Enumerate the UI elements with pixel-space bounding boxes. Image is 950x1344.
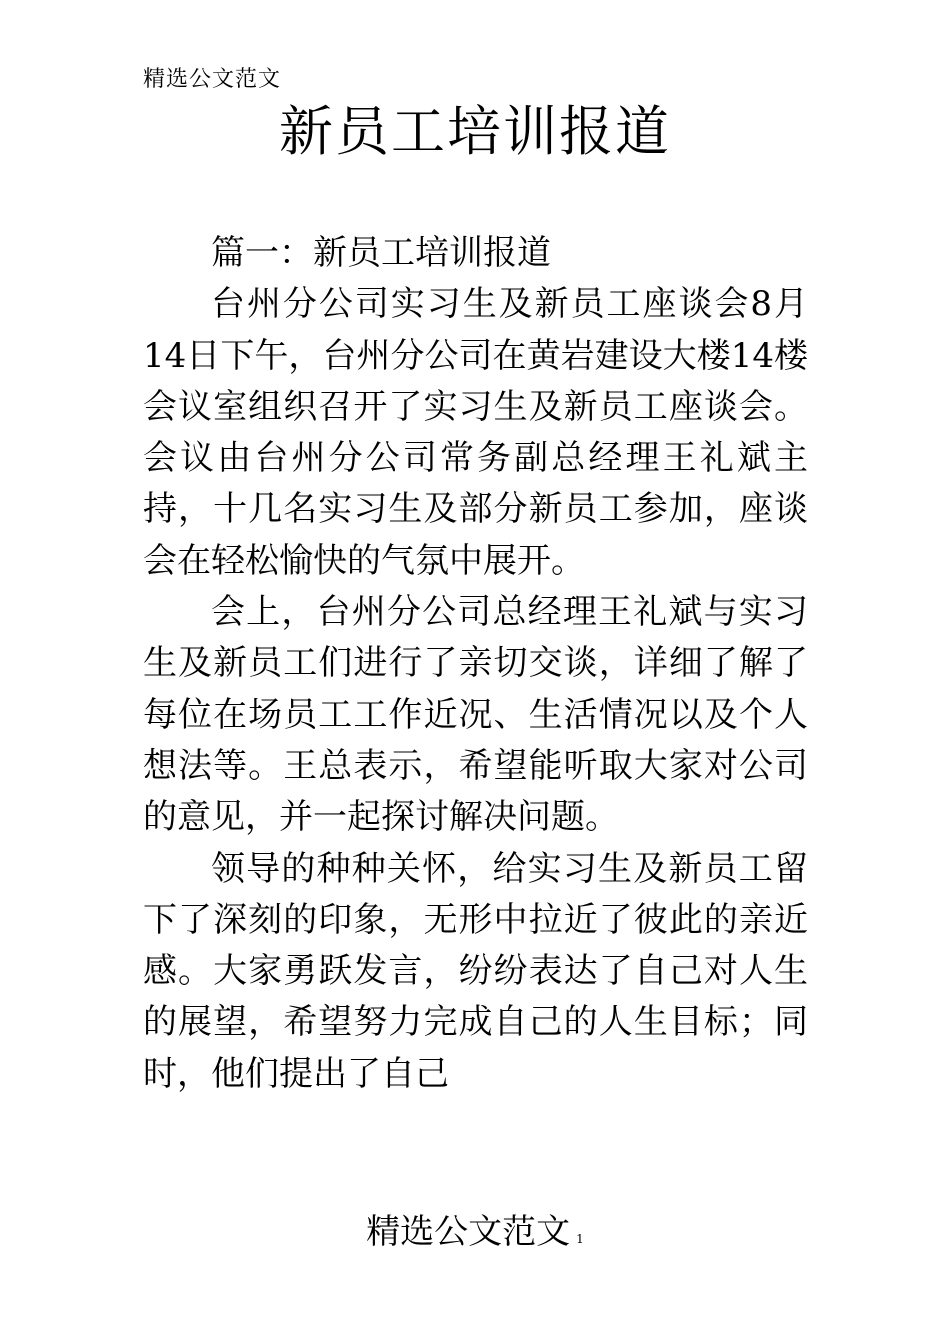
document-body	[143, 228, 808, 1100]
page-header: 精选公文范文	[143, 67, 282, 92]
body-paragraph: 领导的种种关怀，给实习生及新员工留下了深刻的印象，无形中拉近了彼此的亲近感。大家勇跃发言，纷纷表达了自己对人生的展望，希望努力完成自己的人生目标；同时，他们提出了自己	[143, 848, 808, 1094]
section-heading: 篇一：新员工培训报道	[211, 233, 551, 273]
page-number: 1	[576, 1232, 584, 1246]
page-footer	[0, 1210, 950, 1261]
body-paragraph: 会上，台州分公司总经理王礼斌与实习生及新员工们进行了亲切交谈，详细了解了每位在场员工工作近况、生活情况以及个人想法等。王总表示，希望能听取大家对公司的意见，并一起探讨解决问题。	[143, 592, 808, 838]
body-paragraph: 台州分公司实习生及新员工座谈会8月14日下午，台州分公司在黄岩建设大楼14楼会议室组织召开了实习生及新员工座谈会。会议由台州分公司常务副总经理王礼斌主持，十几名实习生及部分新员工参加，座谈会在轻松愉快的气氛中展开。	[143, 284, 808, 581]
footer-text: 精选公文范文	[366, 1212, 571, 1252]
document-title: 新员工培训报道	[279, 100, 671, 163]
